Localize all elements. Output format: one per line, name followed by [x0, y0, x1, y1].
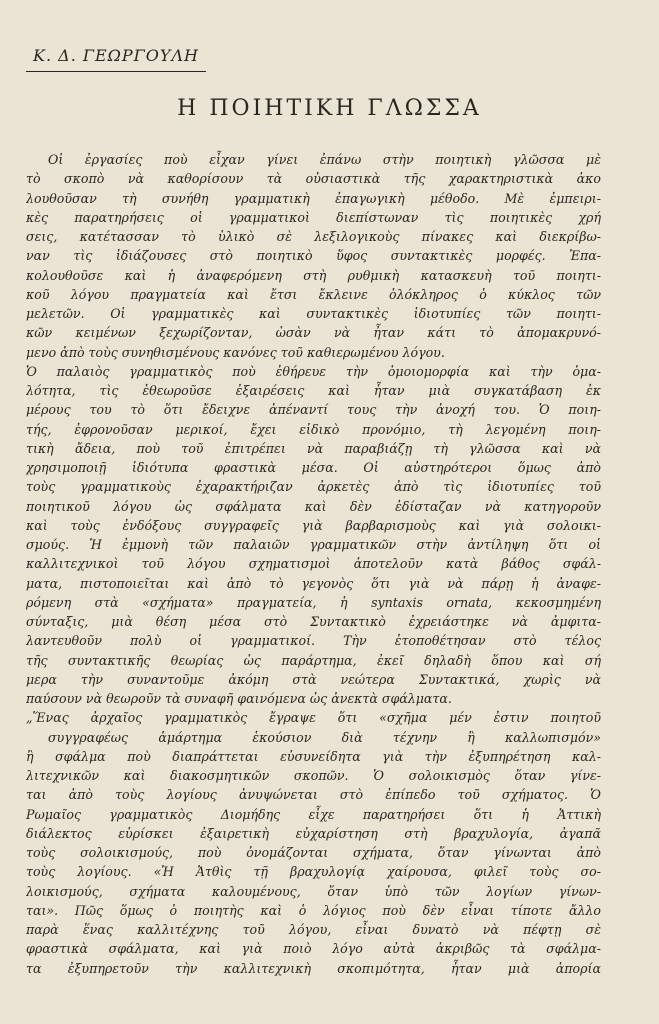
text-line: κοῦ λόγου πραγματεία καὶ ἔτσι ἔκλεινε ὁλόκληρος ὁ κύκλος τῶν	[26, 286, 601, 302]
text-line: λότητα, τὶς ἐθεωροῦσε ἐξαιρέσεις καὶ ἦταν μιὰ συγκατάβαση ἐκ	[26, 383, 601, 398]
text-line: ται ἀπὸ τοὺς λογίους ἀνυψώνεται στὸ ἐπίπεδο τοῦ σχήματος. Ὁ	[26, 787, 601, 803]
text-line: μέρους του τὸ ὅτι ἔδειχνε ἀπέναντί τους τὴν ἀνοχή του. Ὁ ποιη-	[26, 402, 601, 418]
text-line: λιτεχνικῶν καὶ διακοσμητικῶν σκοπῶν. Ὁ σολοικισμὸς ὅταν γίνε-	[26, 768, 601, 783]
text-line: τής, ἐφρονοῦσαν μερικοί, ἔχει εἰδικὸ προνόμιο, τὴ λεγομένη ποιη-	[26, 421, 601, 437]
text-line: ματα, πιστοποιεῖται καὶ ἀπὸ τὸ γεγονὸς ὅτι γιὰ νὰ πάρῃ ἡ ἀναφε-	[26, 575, 601, 591]
text-line: λουθοῦσαν τὴ συνήθη γραμματικὴ ἐπαγωγικὴ μέθοδο. Μὲ ἐμπειρι-	[26, 190, 601, 206]
text-line: σμούς. Ἡ ἐμμονὴ τῶν παλαιῶν γραμματικῶν στὴν ἀντίληψη ὅτι οἱ	[26, 537, 601, 552]
text-line: σύνταξις, μιὰ θέση μέσα στὸ Συντακτικὸ ἐχρειάστηκε νὰ ἀμφιτα-	[26, 614, 601, 629]
text-line: κῶν κειμένων ξεχωρίζονταν, ὡσὰν νὰ ἦταν κάτι τὸ ἀπομακρυνό-	[26, 325, 601, 341]
text-line: παύσουν νὰ θεωροῦν τὰ συναφῆ φαινόμενα ὡς ἀνεκτὰ σφάλματα.	[26, 691, 452, 706]
text-line: τα ἐξυπηρετοῦν τὴν καλλιτεχνικὴ σκοπιμότητα, ἦταν μιὰ ἀπορία	[26, 960, 601, 976]
text-line: παρὰ ἕνας καλλιτέχνης τοῦ λόγου, εἶναι δυνατὸ νὰ πέφτῃ σὲ	[26, 922, 601, 937]
text-line: ἢ σφάλμα ποὺ διαπράττεται εὐσυνείδητα γιὰ τὴν ἐξυπηρέτηση καλ-	[26, 748, 601, 764]
text-line: ποιητικοῦ λόγου ὡς σφάλματα καὶ δὲν ἐδίσταζαν νὰ κατηγοροῦν	[26, 498, 601, 514]
text-line: κολουθοῦσε καὶ ἡ ἀναφερόμενη στὴ ρυθμικὴ κατασκευὴ τοῦ ποιητι-	[26, 267, 601, 283]
text-line: λαντευθοῦν πολὺ οἱ γραμματικοί. Τὴν ἐτοποθέτησαν στὸ τέλος	[26, 633, 601, 649]
text-line: ται». Πῶς ὅμως ὁ ποιητὴς καὶ ὁ λόγιος ποὺ δὲν εἶναι τίποτε ἄλλο	[26, 902, 601, 918]
text-line: μενο ἀπὸ τοὺς συνηθισμένους κανόνες τοῦ καθιερωμένου λόγου.	[26, 344, 445, 360]
text-line: Οἱ ἐργασίες ποὺ εἶχαν γίνει ἐπάνω στὴν ποιητικὴ γλῶσσα μὲ	[48, 152, 601, 167]
text-line: χρησιμοποιῇ ἰδιότυπα φραστικὰ μέσα. Οἱ αὐστηρότεροι ὅμως ἀπὸ	[26, 460, 601, 475]
text-line: ρόμενη στὰ «σχήματα» πραγματεία, ἡ syntaxis ornata, κεκοσμημένη	[26, 594, 601, 610]
text-line: τὸ σκοπὸ νὰ καθορίσουν τὰ οὐσιαστικὰ τῆς χαρακτηριστικὰ ἀκο	[26, 171, 601, 187]
text-line: καὶ τοὺς ἐνδόξους συγγραφεῖς γιὰ βαρβαρισμοὺς καὶ γιὰ σολοικι-	[26, 517, 601, 533]
text-line: „Ἕνας ἀρχαῖος γραμματικὸς ἔγραψε ὅτι «σχῆμα μέν ἐστιν ποιητοῦ	[26, 710, 601, 726]
text-line: τῆς συντακτικῆς θεωρίας ὡς παράρτημα, ἐκεῖ δηλαδὴ ὅπου καὶ σή	[26, 652, 601, 668]
text-line: συγγραφέως ἁμάρτημα ἑκούσιον διὰ τέχνην ἢ καλλωπισμόν»	[48, 729, 601, 745]
text-line: τοὺς γραμματικοὺς ἐχαρακτήριζαν ἀρκετὲς ἀπὸ τὶς ἰδιοτυπίες τοῦ	[26, 479, 601, 495]
text-line: διάλεκτος εὑρίσκει ἐξαιρετικὴ εὐχαρίστηση στὴ βραχυλογία, ἀγαπᾶ	[26, 825, 601, 841]
text-line: κὲς παρατηρήσεις οἱ γραμματικοὶ διεπίστωναν τὶς ποιητικὲς χρή	[26, 209, 601, 225]
text-line: ναν τὶς ἰδιάζουσες στὸ ποιητικὸ ὕφος συντακτικὲς μορφές. Ἐπα-	[26, 248, 601, 264]
text-line: σεις, κατέτασσαν τὸ ὑλικὸ σὲ λεξιλογικοὺς πίνακες καὶ διεκρίβω-	[26, 229, 601, 244]
author-name: Κ. Δ. ΓΕΩΡΓΟΥΛΗ	[26, 46, 206, 72]
text-line: τοὺς λογίους. «Ἡ Ἀτθὶς τῇ βραχυλογίᾳ χαίρουσα, φιλεῖ τοὺς σο-	[26, 864, 601, 880]
text-line: τοὺς σολοικισμούς, ποὺ ὀνομάζονται σχήματα, ὅταν γίνωνται ἀπὸ	[26, 845, 601, 860]
page-title: Η ΠΟΙΗΤΙΚΗ ΓΛΩΣΣΑ	[177, 96, 482, 121]
text-line: καλλιτεχνικοὶ τοῦ λόγου σχηματισμοὶ ἀποτελοῦν κατὰ βάθος σφάλ-	[26, 556, 601, 572]
text-line: μελετῶν. Οἱ γραμματικὲς καὶ συντακτικὲς ἰδιοτυπίες τῶν ποιητι-	[26, 306, 601, 321]
text-line: φραστικὰ σφάλματα, καὶ γιὰ ποιὸ λόγο αὐτὰ ἀκριβῶς τὰ σφάλμα-	[26, 941, 601, 957]
text-line: λοικισμούς, σχήματα καλουμένους, ὅταν ὑπὸ τῶν λογίων γίνων-	[26, 883, 601, 899]
article-body	[26, 150, 601, 978]
text-line: τικὴ ἄδεια, ποὺ τοῦ ἐπιτρέπει νὰ παραβιάζῃ τὴ γλῶσσα καὶ νὰ	[26, 440, 601, 456]
text-line: Ὁ παλαιὸς γραμματικὸς ποὺ ἐθήρευε τὴν ὁμοιομορφία καὶ τὴν ὁμα-	[26, 363, 601, 379]
text-line: μερα τὴν συναντοῦμε ἀκόμη στὰ νεώτερα Συντακτικά, χωρὶς νὰ	[26, 671, 601, 687]
text-line: Ρωμαῖος γραμματικὸς Διομήδης εἶχε παρατηρήσει ὅτι ἡ Ἀττικὴ	[26, 806, 601, 822]
